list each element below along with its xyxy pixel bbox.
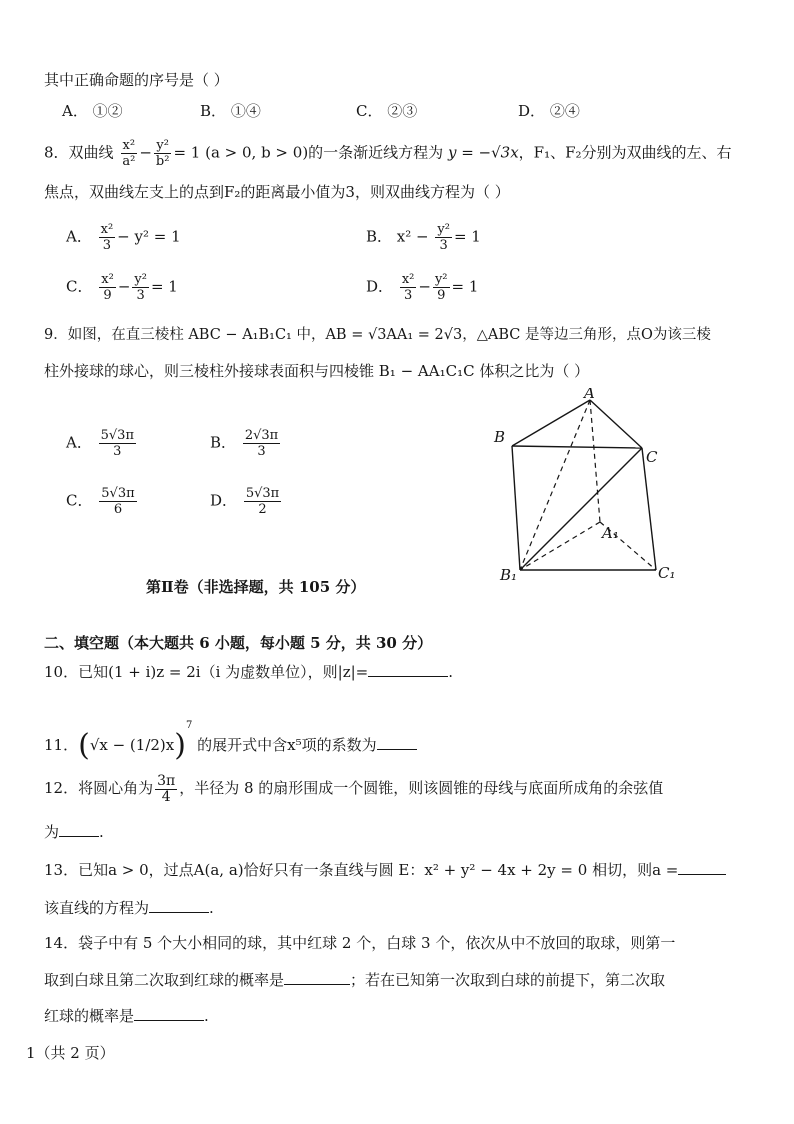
q8-line1: 8．双曲线 $\frac{\text{x²}}{\text{a²}}$ − $\frac{\text{y²}}{\text{b²}}$ = 1 (a > 0, b > 0)的一条渐近线方程为 y = −√3x，F₁、F₂分别为双曲线的左、右 <box>44 138 732 169</box>
q13-blank-line[interactable] <box>149 896 209 913</box>
label-B1: B₁ <box>500 566 518 584</box>
q8-option-c: C． $\frac{\text{x²}}{9}$ − $\frac{\text{y²}}{3}$ = 1 <box>66 272 178 303</box>
q11-blank[interactable] <box>377 733 417 750</box>
q14-line3: 红球的概率是 . <box>44 1004 209 1027</box>
label-C: C <box>646 448 658 466</box>
q9-option-b: B． $\frac{2√3\pi}{3}$ <box>210 428 279 459</box>
q8-frac-y: $\frac{\text{y²}}{\text{b²}}$ <box>155 138 170 169</box>
q7-option-b: B． ①④ <box>200 102 261 120</box>
part2-title: 第Ⅱ卷（非选择题，共 105 分） <box>146 578 366 596</box>
q9-option-d: D． $\frac{5√3\pi}{2}$ <box>210 486 280 517</box>
section2-title: 二、填空题（本大题共 6 小题，每小题 5 分，共 30 分） <box>44 634 433 652</box>
q9-line2: 柱外接球的球心，则三棱柱外接球表面积与四棱锥 B₁ − AA₁C₁C 体积之比为（ ） <box>44 362 590 380</box>
edge-AB1 <box>520 400 590 570</box>
label-C1: C₁ <box>658 564 676 582</box>
q11-expr: √x − (1/2)x <box>89 736 175 754</box>
q12-line2: 为 . <box>44 820 104 843</box>
page-footer: 1（共 2 页） <box>26 1044 115 1062</box>
q10-blank[interactable] <box>368 660 448 677</box>
edge-BB1 <box>512 446 520 570</box>
edge-BC <box>512 446 642 448</box>
q8-option-b: B． x² − $\frac{\text{y²}}{3}$ = 1 <box>366 222 481 253</box>
q14-blank-2[interactable] <box>134 1004 204 1021</box>
q11: 11．$(√x - (1/2)x)^7$ 的展开式中含x⁵项的系数为 <box>44 706 417 765</box>
q14-line1: 14．袋子中有 5 个大小相同的球，其中红球 2 个，白球 3 个，依次从中不放回的取球，则第一 <box>44 934 676 952</box>
q9-line1: 9．如图，在直三棱柱 ABC − A₁B₁C₁ 中，AB = √3AA₁ = 2√3，△ABC 是等边三角形，点O为该三棱 <box>44 327 711 343</box>
q12-blank[interactable] <box>59 820 99 837</box>
q9-option-a: A． $\frac{5√3\pi}{3}$ <box>66 428 134 459</box>
q12-line1: 12．将圆心角为 $\frac{3\pi}{4}$ ，半径为 8 的扇形围成一个圆锥，则该圆锥的母线与底面所成角的余弦值 <box>44 772 664 805</box>
q13-blank-a[interactable] <box>678 858 726 875</box>
q7-stem: 其中正确命题的序号是（ ） <box>44 71 229 89</box>
q13-line2: 该直线的方程为 . <box>44 896 214 919</box>
q9-option-c: C． $\frac{5√3\pi}{6}$ <box>66 486 135 517</box>
label-A1: A₁ <box>602 524 619 542</box>
q7-option-a: A． ①② <box>62 102 123 120</box>
edge-CB1 <box>520 448 642 570</box>
q8-option-a: A． $\frac{\text{x²}}{3}$ − y² = 1 <box>66 222 181 253</box>
label-A: A <box>584 388 595 402</box>
q8-line2: 焦点，双曲线左支上的点到F₂的距离最小值为3，则双曲线方程为（ ） <box>44 183 510 201</box>
label-B: B <box>494 428 506 446</box>
q10: 10．已知(1 + i)z = 2i（i 为虚数单位），则|z|= . <box>44 660 453 683</box>
q14-line2: 取到白球且第二次取到红球的概率是 ；若在已知第一次取到白球的前提下，第二次取 <box>44 968 665 991</box>
q8-option-d: D． $\frac{\text{x²}}{3}$ − $\frac{\text{y²}}{9}$ = 1 <box>366 272 479 303</box>
q13-line1: 13．已知a > 0，过点A(a, a)恰好只有一条直线与圆 E：x² + y² − 4x + 2y = 0 相切，则a = <box>44 858 726 881</box>
edge-AA1 <box>590 400 600 522</box>
edge-AB <box>512 400 590 446</box>
q7-option-d: D． ②④ <box>518 102 580 120</box>
edge-CC1 <box>642 448 656 570</box>
q14-blank-1[interactable] <box>284 968 350 985</box>
edge-AC <box>590 400 642 448</box>
prism-figure <box>490 388 690 588</box>
q8-frac-x: $\frac{\text{x²}}{\text{a²}}$ <box>122 138 136 169</box>
q7-option-c: C． ②③ <box>356 102 418 120</box>
